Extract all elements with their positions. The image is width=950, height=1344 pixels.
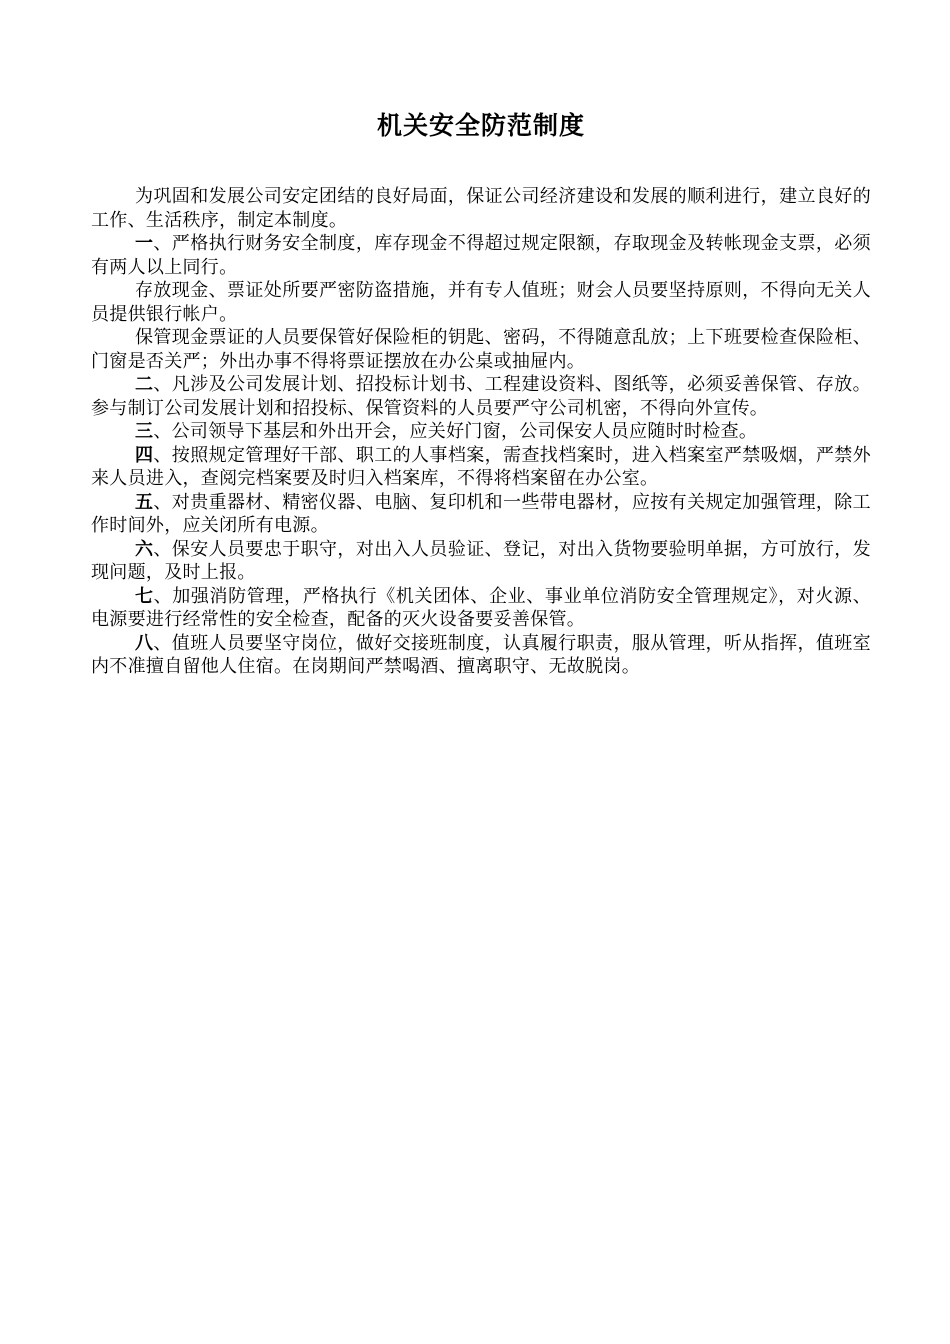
paragraph-text: 、凡涉及公司发展计划、招投标计划书、工程建设资料、图纸等，必须妥善保管、存放。参与制订公司发展计划和招投标、保管资料的人员要严守公司机密，不得向外宣传。 [91, 374, 871, 419]
paragraph-clause-1 [91, 232, 871, 279]
paragraph-text: 、加强消防管理，严格执行《机关团体、企业、事业单位消防安全管理规定》，对火源、电源要进行经常性的安全检查，配备的灭火设备要妥善保管。 [91, 585, 871, 630]
paragraph-clause-3 [91, 420, 871, 444]
paragraph-clause-6 [91, 538, 871, 585]
paragraph-text: 存放现金、票证处所要严密防盗措施，并有专人值班；财会人员要坚持原则，不得向无关人员提供银行帐户。 [91, 280, 871, 325]
clause-number: 一 [135, 233, 154, 254]
paragraph-clause-7 [91, 585, 871, 632]
clause-number: 三 [135, 421, 154, 442]
clause-number: 七 [135, 585, 154, 607]
paragraph-text: 、对贵重器材、精密仪器、电脑、复印机和一些带电器材，应按有关规定加强管理，除工作时间外，应关闭所有电源。 [91, 491, 871, 536]
paragraph-text: 、公司领导下基层和外出开会，应关好门窗，公司保安人员应随时时检查。 [153, 421, 758, 442]
page-title: 机关安全防范制度 [376, 111, 585, 140]
paragraph-clause-4 [91, 444, 871, 491]
paragraph-intro [91, 185, 871, 232]
paragraph-text: 为巩固和发展公司安定团结的良好局面，保证公司经济建设和发展的顺利进行，建立良好的工作、生活秩序，制定本制度。 [91, 186, 871, 231]
paragraph-clause-2 [91, 373, 871, 420]
paragraph-text: 、值班人员要坚守岗位，做好交接班制度，认真履行职责，服从管理，听从指挥，值班室内不准擅自留他人住宿。在岗期间严禁喝酒、擅离职守、无故脱岗。 [91, 632, 871, 677]
clause-number: 四 [135, 444, 154, 466]
clause-number: 六 [135, 538, 154, 560]
clause-number: 五 [135, 491, 154, 513]
clause-number: 二 [135, 374, 154, 395]
clause-number: 八 [135, 632, 154, 654]
paragraph-clause-1-safe-keeping [91, 326, 871, 373]
paragraph-clause-5 [91, 491, 871, 538]
document-page [91, 0, 871, 1344]
document-body [91, 185, 871, 679]
paragraph-clause-1-cash-storage [91, 279, 871, 326]
paragraph-clause-8 [91, 632, 871, 679]
paragraph-text: 、保安人员要忠于职守，对出入人员验证、登记，对出入货物要验明单据，方可放行，发现问题，及时上报。 [91, 538, 871, 583]
paragraph-text: 、严格执行财务安全制度，库存现金不得超过规定限额，存取现金及转帐现金支票，必须有两人以上同行。 [91, 233, 871, 278]
paragraph-text: 、按照规定管理好干部、职工的人事档案，需查找档案时，进入档案室严禁吸烟，严禁外来人员进入，查阅完档案要及时归入档案库，不得将档案留在办公室。 [91, 444, 871, 489]
paragraph-text: 保管现金票证的人员要保管好保险柜的钥匙、密码，不得随意乱放；上下班要检查保险柜、门窗是否关严；外出办事不得将票证摆放在办公桌或抽屉内。 [91, 327, 871, 372]
